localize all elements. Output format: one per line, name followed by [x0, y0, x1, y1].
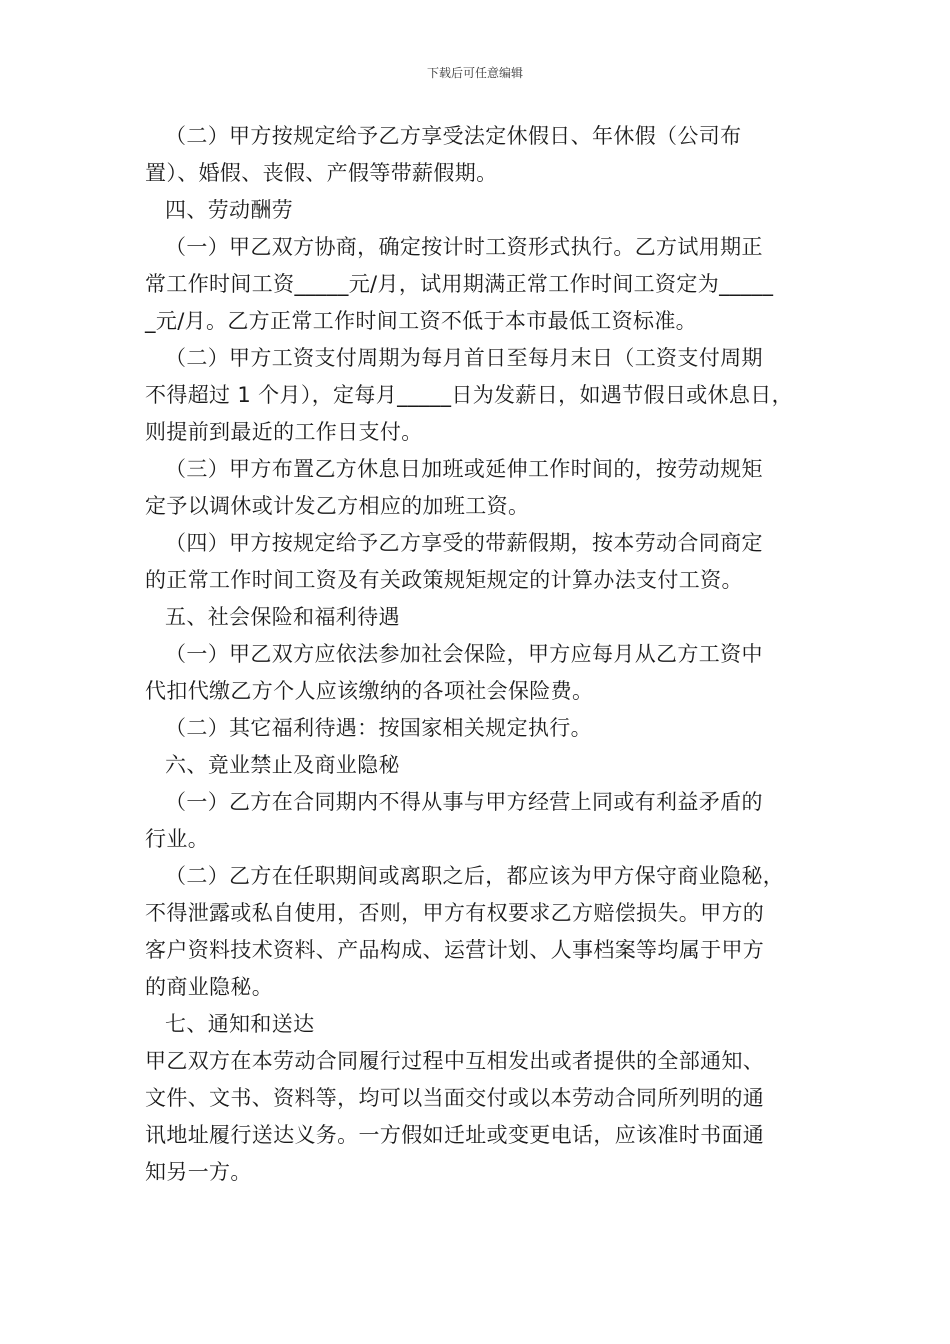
text-line: （四）甲方按规定给予乙方享受的带薪假期，按本劳动合同商定: [165, 531, 763, 555]
text-line: （一）甲乙双方应依法参加社会保险，甲方应每月从乙方工资中: [165, 642, 763, 666]
text-line: 讯地址履行送达义务。一方假如迁址或变更电话，应该准时书面通: [145, 1123, 765, 1147]
text-line: 不得泄露或私自使用，否则，甲方有权要求乙方赔偿损失。甲方的: [145, 901, 765, 925]
text-line: 的商业隐秘。: [145, 975, 274, 999]
text-line: 四、劳动酬劳: [165, 198, 294, 222]
text-line: （二）乙方在任职期间或离职之后，都应该为甲方保守商业隐秘，: [165, 864, 785, 888]
text-line: 置）、婚假、丧假、产假等带薪假期。: [145, 161, 498, 185]
text-line: 的正常工作时间工资及有关政策规矩规定的计算办法支付工资。: [145, 568, 743, 592]
text-line: 文件、文书、资料等，均可以当面交付或以本劳动合同所列明的通: [145, 1086, 765, 1110]
text-line: （二）其它福利待遇：按国家相关规定执行。: [165, 716, 592, 740]
text-line: （二）甲方工资支付周期为每月首日至每月末日（工资支付周期: [165, 346, 763, 370]
text-line: （二）甲方按规定给予乙方享受法定休假日、年休假（公司布: [165, 124, 742, 148]
text-line: 行业。: [145, 827, 210, 851]
text-line: （三）甲方布置乙方休息日加班或延伸工作时间的，按劳动规矩: [165, 457, 763, 481]
text-line: 定予以调休或计发乙方相应的加班工资。: [145, 494, 530, 518]
text-line: （一）乙方在合同期内不得从事与甲方经营上同或有利益矛盾的: [165, 790, 763, 814]
text-line: 代扣代缴乙方个人应该缴纳的各项社会保险费。: [145, 679, 594, 703]
text-line: 六、竟业禁止及商业隐秘: [165, 753, 400, 777]
text-line: （一）甲乙双方协商，确定按计时工资形式执行。乙方试用期正: [165, 235, 763, 259]
text-line: _元/月。乙方正常工作时间工资不低于本市最低工资标准。: [145, 309, 698, 333]
text-line: 甲乙双方在本劳动合同履行过程中互相发出或者提供的全部通知、: [145, 1049, 765, 1073]
page-header: 下载后可任意编辑: [426, 66, 523, 80]
document-body: [145, 118, 815, 1191]
text-line: 五、社会保险和福利待遇: [165, 605, 400, 629]
text-line: 不得超过 1 个月），定每月_____日为发薪日，如遇节假日或休息日，: [145, 383, 793, 407]
text-line: 七、通知和送达: [165, 1012, 315, 1036]
text-line: 则提前到最近的工作日支付。: [145, 420, 423, 444]
text-line: 客户资料技术资料、产品构成、运营计划、人事档案等均属于甲方: [145, 938, 765, 962]
text-line: 知另一方。: [145, 1160, 252, 1184]
text-line: 常工作时间工资_____元/月，试用期满正常工作时间工资定为_____: [145, 272, 774, 296]
